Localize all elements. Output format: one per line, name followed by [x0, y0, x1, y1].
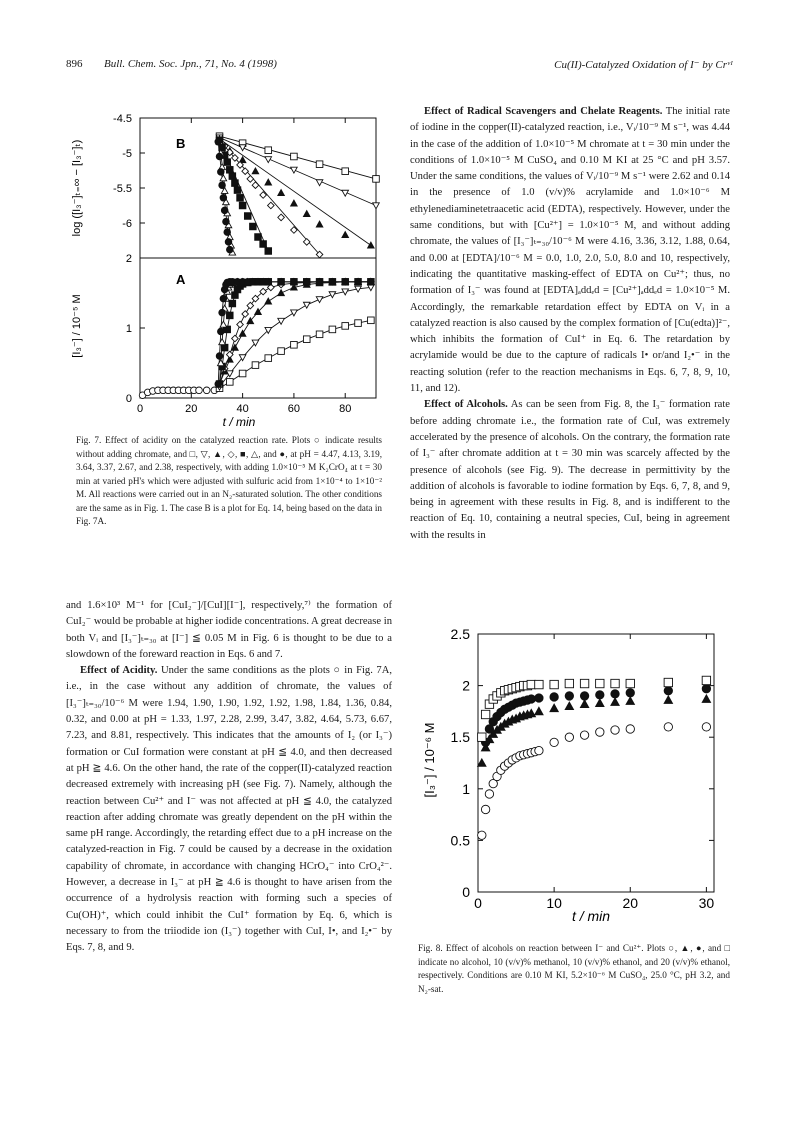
data-point — [234, 187, 241, 194]
data-point — [342, 279, 349, 286]
data-point — [373, 203, 380, 209]
tick-label: 0 — [136, 403, 144, 415]
data-point — [485, 790, 493, 798]
tick-label: -5 — [122, 148, 132, 160]
data-point — [527, 680, 535, 688]
data-point — [220, 175, 227, 181]
data-point — [550, 693, 558, 701]
figure-7 — [64, 108, 364, 429]
data-point — [291, 167, 298, 173]
data-point — [255, 234, 262, 241]
data-point — [316, 331, 323, 338]
tick-label: -5.5 — [113, 183, 132, 195]
data-point — [265, 147, 272, 154]
page-number: 896 — [66, 58, 83, 70]
data-point — [329, 292, 336, 298]
data-point — [550, 738, 558, 746]
data-point — [239, 370, 246, 377]
fig7-series — [139, 133, 379, 399]
data-point — [303, 239, 310, 246]
tick-label: 1 — [125, 323, 132, 335]
data-point — [626, 689, 634, 697]
data-point — [596, 691, 604, 699]
data-point — [218, 169, 225, 176]
data-point — [278, 318, 285, 324]
data-point — [278, 190, 285, 196]
data-point — [478, 831, 486, 839]
tick-label: 30 — [698, 895, 715, 911]
tick-label: 80 — [339, 403, 352, 415]
data-point — [611, 690, 619, 698]
data-point — [565, 692, 573, 700]
data-point — [611, 679, 619, 687]
data-point — [702, 695, 710, 703]
data-point — [527, 695, 535, 703]
data-point — [481, 805, 489, 813]
fig7-yb-axis-label: log ([I₃⁻]ₜ₌∞ − [I₃⁻]ₜ) — [71, 139, 83, 237]
data-point — [702, 723, 710, 731]
data-point — [596, 699, 604, 707]
paragraph: Effect of Acidity. Under the same conditions as the plots ○ in Fig. 7A, i.e., in the case without any addition of chromate, the values of [I₃⁻]ₜ₌₃₀/10⁻⁶ M were 1.94, 1.90, 1.90, 1.92, 1.92, 1.98, 1.84, 1.36, 0.84, 0.32, and 0.00 at pH = 1.33, 1.97, 2.28, 2.99, 3.47, 3.82, 4.64, 5.73, 6.67, 7.23, and 8.81, respectively. This indicates that the amounts of I₂ (or I₃⁻) formation or CuI formation were constant at pH ≦ 4.0, and then decreased at pH ≧ 4.6. On the other hand, the rate of the copper(II)-catalyzed reaction decreased extremely with increasing pH (see Fig. 7). Namely, although the reaction between Cu²⁺ and I⁻ was not affected at pH ≦ 4.0, the catalyzed reaction after adding chromate was greatly dependent on the pH within the same pH range. Accordingly, the retarding effect due to a pH increase on the catalyzed-reaction in Fig. 7 could be caused by a decrease in the oxidation capability of chromate, in accordance with changing HCrO₄⁻ into CrO₄²⁻. However, a decrease in I₃⁻ at pH ≧ 4.6 is thought to have arisen from the occurrence of a hydrolysis reaction with forming such a species of Cu(OH)⁺, which could inhibit the CuI⁺ formation by Eq. 6, which is necessary to from the triiodide ion (I₃⁻) together with CuI, I•, and I₂•⁻ by Eqs. 7, 8, and 9. — [66, 665, 393, 954]
data-point — [232, 335, 239, 342]
data-point — [203, 387, 210, 394]
data-point — [626, 697, 634, 705]
data-point — [215, 139, 222, 146]
data-point — [303, 336, 310, 343]
data-point — [278, 214, 285, 221]
data-point — [373, 176, 380, 183]
data-point — [535, 707, 543, 715]
data-point — [265, 298, 272, 304]
data-point — [702, 684, 710, 692]
data-point — [239, 202, 246, 209]
paragraph: Effect of Radical Scavengers and Chelate Reagents. The initial rate of iodine in the copper(II)-catalyzed reaction, i.e., Vᵢ/10⁻⁹ M s⁻¹, was 4.44 in the case of the addition of 1.0×10⁻⁵ M chromate at t = 30 min under the conditions of 1.0×10⁻⁵ M CuSO₄ and 0.10 M KI at 25 °C and pH 3.57. Under the same conditions, the values of Vᵢ/10⁻⁹ M s⁻¹ were 2.62 and 0.14 in the presence of 1.0 (v/v)% acrylamide and 1.0×10⁻⁶ M ethylenediaminetetraacetic acid (EDTA), respectively. However, under the same conditions, but with [Cu²⁺] = 1.0×10⁻⁵ M, and without adding chromate, the values of [I₃⁻]ₜ₌₃₀/10⁻⁶ M were 4.16, 3.36, 3.12, 1.88, 0.64, and 0.00 at [EDTA]/10⁻⁶ M = 0.0, 1.0, 2.0, 5.0, 8.0 and 10, respectively, indicating the quantitative masking-effect of EDTA on Cu²⁺; thus, no formation of I₃⁻ was found at [EDTA]ₐddₑd = [Cu²⁺]ₐddₑd = 1.0×10⁻⁵ M. Accordingly, the remarkable retardation effect by EDTA on Vᵢ in a catalyzed reaction is also caused by the complex formation of [Cu(edta)]²⁻, which inhibits the formation of CuI⁺ in Eq. 6. The retardation by acrylamide would be due to the capture of radicals I• or/and I₂•⁻ in the reacting solution (refer to the reaction mechanisms in Eqs. 6, 7, 8, 9, 10, 11, and 12). — [410, 106, 730, 395]
data-point — [664, 723, 672, 731]
data-point — [219, 339, 226, 345]
fig8-x-axis-label: t / min — [571, 908, 611, 924]
data-point — [242, 311, 249, 318]
data-point — [252, 182, 259, 189]
data-point — [247, 302, 254, 309]
data-point — [316, 279, 323, 286]
running-title: Cu(II)-Catalyzed Oxidation of I⁻ by Crᵛᴵ — [554, 59, 733, 71]
tick-label: 1 — [462, 780, 470, 797]
data-point — [664, 696, 672, 704]
tick-label: 2 — [462, 677, 470, 694]
data-point — [342, 168, 349, 175]
data-point — [225, 239, 232, 246]
data-point — [244, 213, 251, 220]
data-point — [580, 731, 588, 739]
data-point — [626, 725, 634, 733]
data-point — [220, 295, 227, 302]
data-point — [226, 167, 233, 174]
data-point — [291, 279, 298, 286]
tick-label: 20 — [622, 895, 639, 911]
data-point — [221, 207, 228, 214]
data-point — [664, 678, 672, 686]
data-point — [218, 328, 225, 335]
data-point — [220, 195, 227, 202]
data-point — [355, 320, 362, 327]
data-point — [265, 179, 272, 185]
data-point — [291, 310, 298, 316]
data-point — [596, 728, 604, 736]
paragraph: Effect of Alcohols. As can be seen from Fig. 8, the I₃⁻ formation rate before adding chromate i.e., the formation rate of CuI, was extremely accelerated by the presence of alcohols. On the contrary, the formation rate of I₃⁻ after chromate addition at t = 30 min was scarcely affected by the presence of alcohols (see Fig. 9). The decrease in permittivity by the addition of alcohols is favorable to iodine formation by Eqs. 6, 7, 8, and 9, being in agreement with these results in Fig. 8, and is indifferent to the reaction of Eq. 10, containing a neutral species, CuI, being in agreement with the results in — [410, 399, 730, 541]
figure-8 — [416, 620, 726, 925]
tick-label: -4.5 — [113, 113, 132, 125]
data-point — [611, 698, 619, 706]
tick-label: 0 — [462, 884, 470, 900]
tick-label: -6 — [122, 218, 132, 230]
data-point — [232, 180, 239, 187]
data-point — [229, 173, 236, 180]
data-point — [596, 679, 604, 687]
tick-label: 60 — [287, 403, 301, 415]
fig7-panel-a-label: A — [176, 272, 186, 287]
data-point — [481, 710, 489, 718]
data-point — [368, 317, 375, 324]
data-point — [535, 680, 543, 688]
data-point — [550, 704, 558, 712]
data-point — [626, 679, 634, 687]
data-point — [702, 676, 710, 684]
tick-label: 2 — [125, 253, 132, 265]
data-point — [565, 702, 573, 710]
data-point — [535, 694, 543, 702]
data-point — [342, 232, 349, 238]
data-point — [229, 300, 236, 307]
data-point — [265, 248, 272, 255]
data-point — [278, 348, 285, 355]
fig7-caption: Fig. 7. Effect of acidity on the catalyzed reaction rate. Plots ○ indicate results without adding chromate, and □, ▽, ▲, ◇, ■, △, and ●, at pH = 4.47, 4.13, 3.19, 3.64, 3.37, 2.67, and 2.38, respectively, with adding 1.0×10⁻⁵ M K₂CrO₄ at t = 30 min at varied pH's which were adjusted with sulfuric acid from 1×10⁻⁴ to 1×10⁻² M. All reactions were carried out in an N₂-saturated solution. The other conditions are the same as in Fig. 1. The case B is a plot for Eq. 14, being based on the data in Fig. 7A. — [76, 435, 382, 526]
data-point — [219, 182, 226, 189]
data-point — [664, 687, 672, 695]
tick-label: 0 — [474, 895, 482, 911]
data-point — [221, 344, 228, 351]
data-point — [478, 759, 486, 767]
data-point — [316, 161, 323, 168]
data-point — [242, 168, 249, 175]
data-point — [368, 279, 375, 286]
data-point — [219, 309, 226, 316]
data-point — [565, 679, 573, 687]
data-point — [291, 153, 298, 160]
data-point — [580, 692, 588, 700]
data-point — [291, 200, 298, 206]
data-point — [216, 153, 223, 160]
data-point — [278, 279, 285, 286]
data-point — [239, 145, 246, 151]
tick-label: 2.5 — [450, 626, 470, 642]
data-point — [316, 297, 323, 303]
data-point — [239, 330, 246, 336]
data-point — [226, 351, 233, 358]
data-point — [355, 279, 362, 286]
paragraph: and 1.6×10³ M⁻¹ for [CuI₂⁻]/[CuI][I⁻], respectively,⁷⁾ the formation of CuI₂⁻ would be probable at higher iodide concentrations. A great decrease in both Vᵢ and [I₃⁻]ₜ₌₃₀ at [I⁻] ≦ 0.05 M in Fig. 6 is thought to be due to a slowdown of the foreward reaction in Eqs. 6 and 7. — [66, 600, 392, 660]
fig8-series — [478, 676, 711, 839]
fig8-y-axis-label: [I₃⁻] / 10⁻⁶ M — [422, 722, 437, 798]
journal-citation: Bull. Chem. Soc. Jpn., 71, No. 4 (1998) — [104, 58, 277, 70]
data-point — [223, 218, 230, 225]
data-point — [268, 202, 275, 209]
left-column-text — [66, 598, 392, 957]
data-point — [226, 379, 233, 386]
data-point — [247, 176, 254, 183]
tick-label: 20 — [185, 403, 198, 415]
fig7-x-axis-label: t / min — [222, 415, 256, 429]
data-point — [250, 223, 257, 230]
data-point — [342, 323, 349, 330]
data-point — [226, 246, 233, 253]
data-point — [196, 387, 203, 394]
data-point — [535, 746, 543, 754]
data-point — [580, 679, 588, 687]
data-point — [252, 362, 259, 369]
fig7-panel-b-label: B — [176, 136, 186, 151]
data-point — [226, 312, 233, 319]
data-point — [316, 180, 323, 186]
fig8-caption: Fig. 8. Effect of alcohols on reaction between I⁻ and Cu²⁺. Plots ○, ▲, ●, and □ indicate no alcohol, 10 (v/v)% methanol, 10 (v/v)% ethanol, and 20 (v/v)% ethanol, respectively. Conditions are 0.10 M KI, 5.2×10⁻⁶ M CuSO₄, 25.0 °C, pH 3.2, and N₂-sat. — [418, 943, 730, 994]
tick-label: 1.5 — [450, 729, 470, 746]
data-point — [291, 342, 298, 349]
data-point — [303, 279, 310, 286]
data-point — [237, 321, 244, 328]
data-point — [265, 279, 272, 286]
data-point — [368, 242, 375, 248]
data-point — [303, 302, 310, 308]
data-point — [550, 680, 558, 688]
data-point — [329, 326, 336, 333]
data-point — [215, 381, 222, 388]
tick-label: 10 — [546, 895, 562, 911]
data-point — [216, 353, 223, 360]
data-point — [316, 221, 323, 227]
right-column-text — [410, 104, 730, 544]
data-point — [252, 168, 259, 174]
fig7-ya-axis-label: [I₃⁻] / 10⁻⁵ M — [71, 294, 83, 358]
tick-label: 0 — [125, 393, 132, 405]
tick-label: 40 — [236, 403, 249, 415]
data-point — [224, 159, 231, 166]
data-point — [265, 355, 272, 362]
data-point — [611, 726, 619, 734]
data-point — [565, 733, 573, 741]
data-point — [260, 241, 267, 248]
tick-label: 0.5 — [450, 832, 470, 849]
data-point — [329, 279, 336, 286]
data-point — [224, 229, 231, 236]
data-point — [237, 195, 244, 202]
data-point — [303, 211, 310, 217]
data-point — [478, 733, 486, 741]
data-point — [278, 290, 285, 296]
data-point — [580, 700, 588, 708]
